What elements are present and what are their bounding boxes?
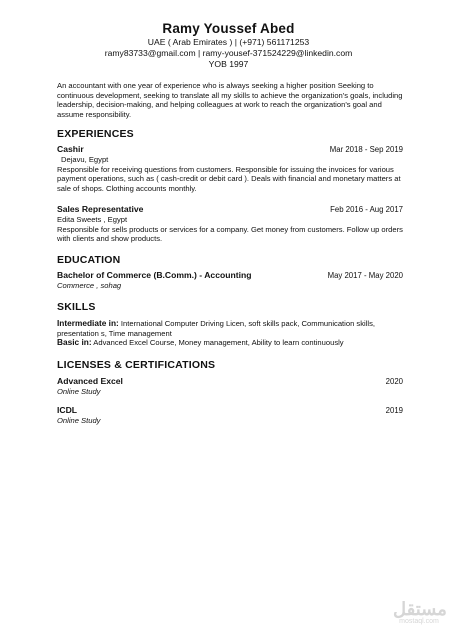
mostaql-domain: mostaql.com (399, 618, 439, 625)
license-name: ICDL (57, 405, 78, 415)
skills-intermediate (57, 319, 403, 338)
license-issuer: Online Study (57, 387, 101, 396)
section-title-skills: SKILLS (57, 301, 96, 313)
mostaql-watermark (393, 600, 445, 626)
education-entry (57, 270, 403, 291)
license-year: 2020 (385, 377, 403, 386)
section-title-education: EDUCATION (57, 254, 121, 266)
resume-header (0, 21, 457, 70)
experience-description: Responsible for sells products or services for a company. Get money from customers. Follow up orders with clients and show products. (57, 224, 403, 244)
section-title-experiences: EXPERIENCES (57, 128, 134, 140)
profile-summary: An accountant with one year of experience who is always seeking a higher position Seeking to continuous development, seeking to translate all my skills to achieve the organization's goals, including leadership, decision-making, and helping colleagues at work to reach the organization's goal and assume responsibility. (57, 81, 403, 119)
education-school: Commerce , sohag (57, 281, 122, 290)
skills-intermediate-text: International Computer Driving Licen, soft skills pack, Communication skills, presentation s, Time management (57, 319, 375, 338)
experience-dates: Feb 2016 - Aug 2017 (330, 205, 403, 214)
license-entry (57, 405, 403, 426)
experience-entry (57, 144, 403, 193)
experience-role: Sales Representative (57, 204, 144, 214)
education-dates: May 2017 - May 2020 (327, 271, 403, 280)
experience-dates: Mar 2018 - Sep 2019 (329, 145, 403, 154)
skills-intermediate-label: Intermediate in: (57, 318, 119, 328)
license-entry (57, 376, 403, 397)
candidate-name: Ramy Youssef Abed (162, 21, 295, 36)
experience-description: Responsible for receiving questions from customers. Responsible for issuing the invoices for various payment operations, such as ( cash-credit or debit card ). Deals with financial and monetary matters at sale of shops. Clothing accounts monthly. (57, 164, 401, 193)
experience-company: Dejavu, Egypt (61, 155, 109, 164)
contact-location-phone: UAE ( Arab Emirates ) | (+971) 561171253 (147, 37, 310, 47)
license-issuer: Online Study (57, 416, 101, 425)
section-title-licenses: LICENSES & CERTIFICATIONS (57, 359, 216, 371)
contact-email-linkedin: ramy83733@gmail.com | ramy-yousef-371524229@linkedin.com (104, 48, 353, 58)
license-name: Advanced Excel (57, 376, 123, 386)
experience-entry (57, 204, 403, 244)
skills-basic-text: Advanced Excel Course, Money management, Ability to learn continuously (93, 338, 344, 348)
skills-block (57, 319, 403, 348)
license-year: 2019 (385, 406, 403, 415)
experience-role: Cashir (57, 144, 84, 154)
skills-basic (57, 338, 403, 348)
experience-company: Edita Sweets , Egypt (57, 215, 128, 224)
mostaql-logo-text: مستقل (393, 599, 447, 619)
year-of-birth: YOB 1997 (208, 59, 249, 69)
skills-basic-label: Basic in: (57, 337, 92, 348)
education-degree: Bachelor of Commerce (B.Comm.) - Accounting (57, 270, 252, 280)
